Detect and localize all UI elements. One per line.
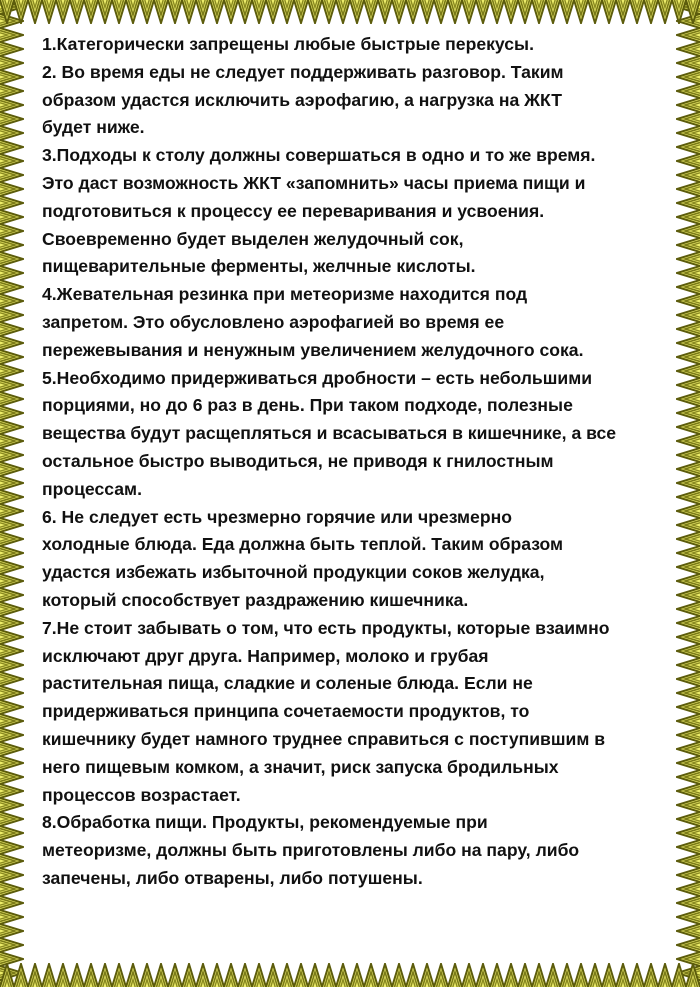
rule-paragraph-4	[42, 281, 692, 364]
zigzag-border-left	[0, 0, 24, 987]
text-line: холодные блюда. Еда должна быть теплой. Таким образом	[42, 534, 564, 555]
text-line: процессам.	[42, 478, 142, 499]
zigzag-border-top	[0, 0, 700, 24]
text-line: запечены, либо отварены, либо потушены.	[42, 867, 423, 888]
text-line: вещества будут расщепляться и всасываться в кишечнике, а все	[42, 423, 617, 444]
text-line: пищеварительные ферменты, желчные кислоты.	[42, 256, 476, 277]
text-line: удастся избежать избыточной продукции соков желудка,	[42, 562, 545, 583]
rule-paragraph-1	[42, 31, 692, 59]
text-line: 1.Категорически запрещены любые быстрые перекусы.	[42, 34, 534, 54]
zigzag-border-bottom	[0, 963, 700, 987]
text-line: 6. Не следует есть чрезмерно горячие или чрезмерно	[42, 506, 512, 527]
text-line: 7.Не стоит забывать о том, что есть продукты, которые взаимно	[42, 617, 610, 638]
text-line: Своевременно будет выделен желудочный сок,	[42, 228, 464, 249]
text-line: остальное быстро выводиться, не приводя к гнилостным	[42, 450, 554, 471]
text-line: подготовиться к процессу ее переваривания и усвоения.	[42, 200, 545, 221]
rule-paragraph-3	[42, 142, 692, 281]
text-line: метеоризме, должны быть приготовлены либо на пару, либо	[42, 840, 580, 861]
text-line: придерживаться принципа сочетаемости продуктов, то	[42, 701, 530, 722]
text-line: образом удастся исключить аэрофагию, а нагрузка на ЖКТ	[42, 89, 562, 110]
text-line: процессов возрастает.	[42, 784, 241, 805]
text-line: 3.Подходы к столу должны совершаться в одно и то же время.	[42, 145, 596, 166]
text-line: Это даст возможность ЖКТ «запомнить» часы приема пищи и	[42, 172, 586, 193]
rule-paragraph-8	[42, 809, 692, 892]
text-line: который способствует раздражению кишечника.	[42, 589, 469, 610]
text-line: 5.Необходимо придерживаться дробности – есть небольшими	[42, 367, 593, 388]
rule-paragraph-7	[42, 615, 692, 810]
rule-paragraph-5	[42, 365, 692, 504]
text-line: 2. Во время еды не следует поддерживать разговор. Таким	[42, 61, 564, 82]
text-line: кишечнику будет намного труднее справиться с поступившим в	[42, 728, 606, 749]
text-line: запретом. Это обусловлено аэрофагией во время ее	[42, 311, 505, 332]
rule-paragraph-6	[42, 504, 692, 615]
text-line: исключают друг друга. Например, молоко и грубая	[42, 645, 489, 666]
rule-paragraph-2	[42, 59, 692, 142]
text-line: будет ниже.	[42, 117, 145, 138]
text-line: растительная пища, сладкие и соленые блюда. Если не	[42, 673, 533, 694]
text-line: 4.Жевательная резинка при метеоризме находится под	[42, 284, 528, 305]
text-line: него пищевым комком, а значит, риск запуска бродильных	[42, 756, 559, 777]
text-line: порциями, но до 6 раз в день. При таком подходе, полезные	[42, 395, 573, 416]
text-line: пережевывания и ненужным увеличением желудочного сока.	[42, 339, 584, 360]
rules-text	[42, 31, 692, 893]
text-line: 8.Обработка пищи. Продукты, рекомендуемые при	[42, 812, 488, 833]
